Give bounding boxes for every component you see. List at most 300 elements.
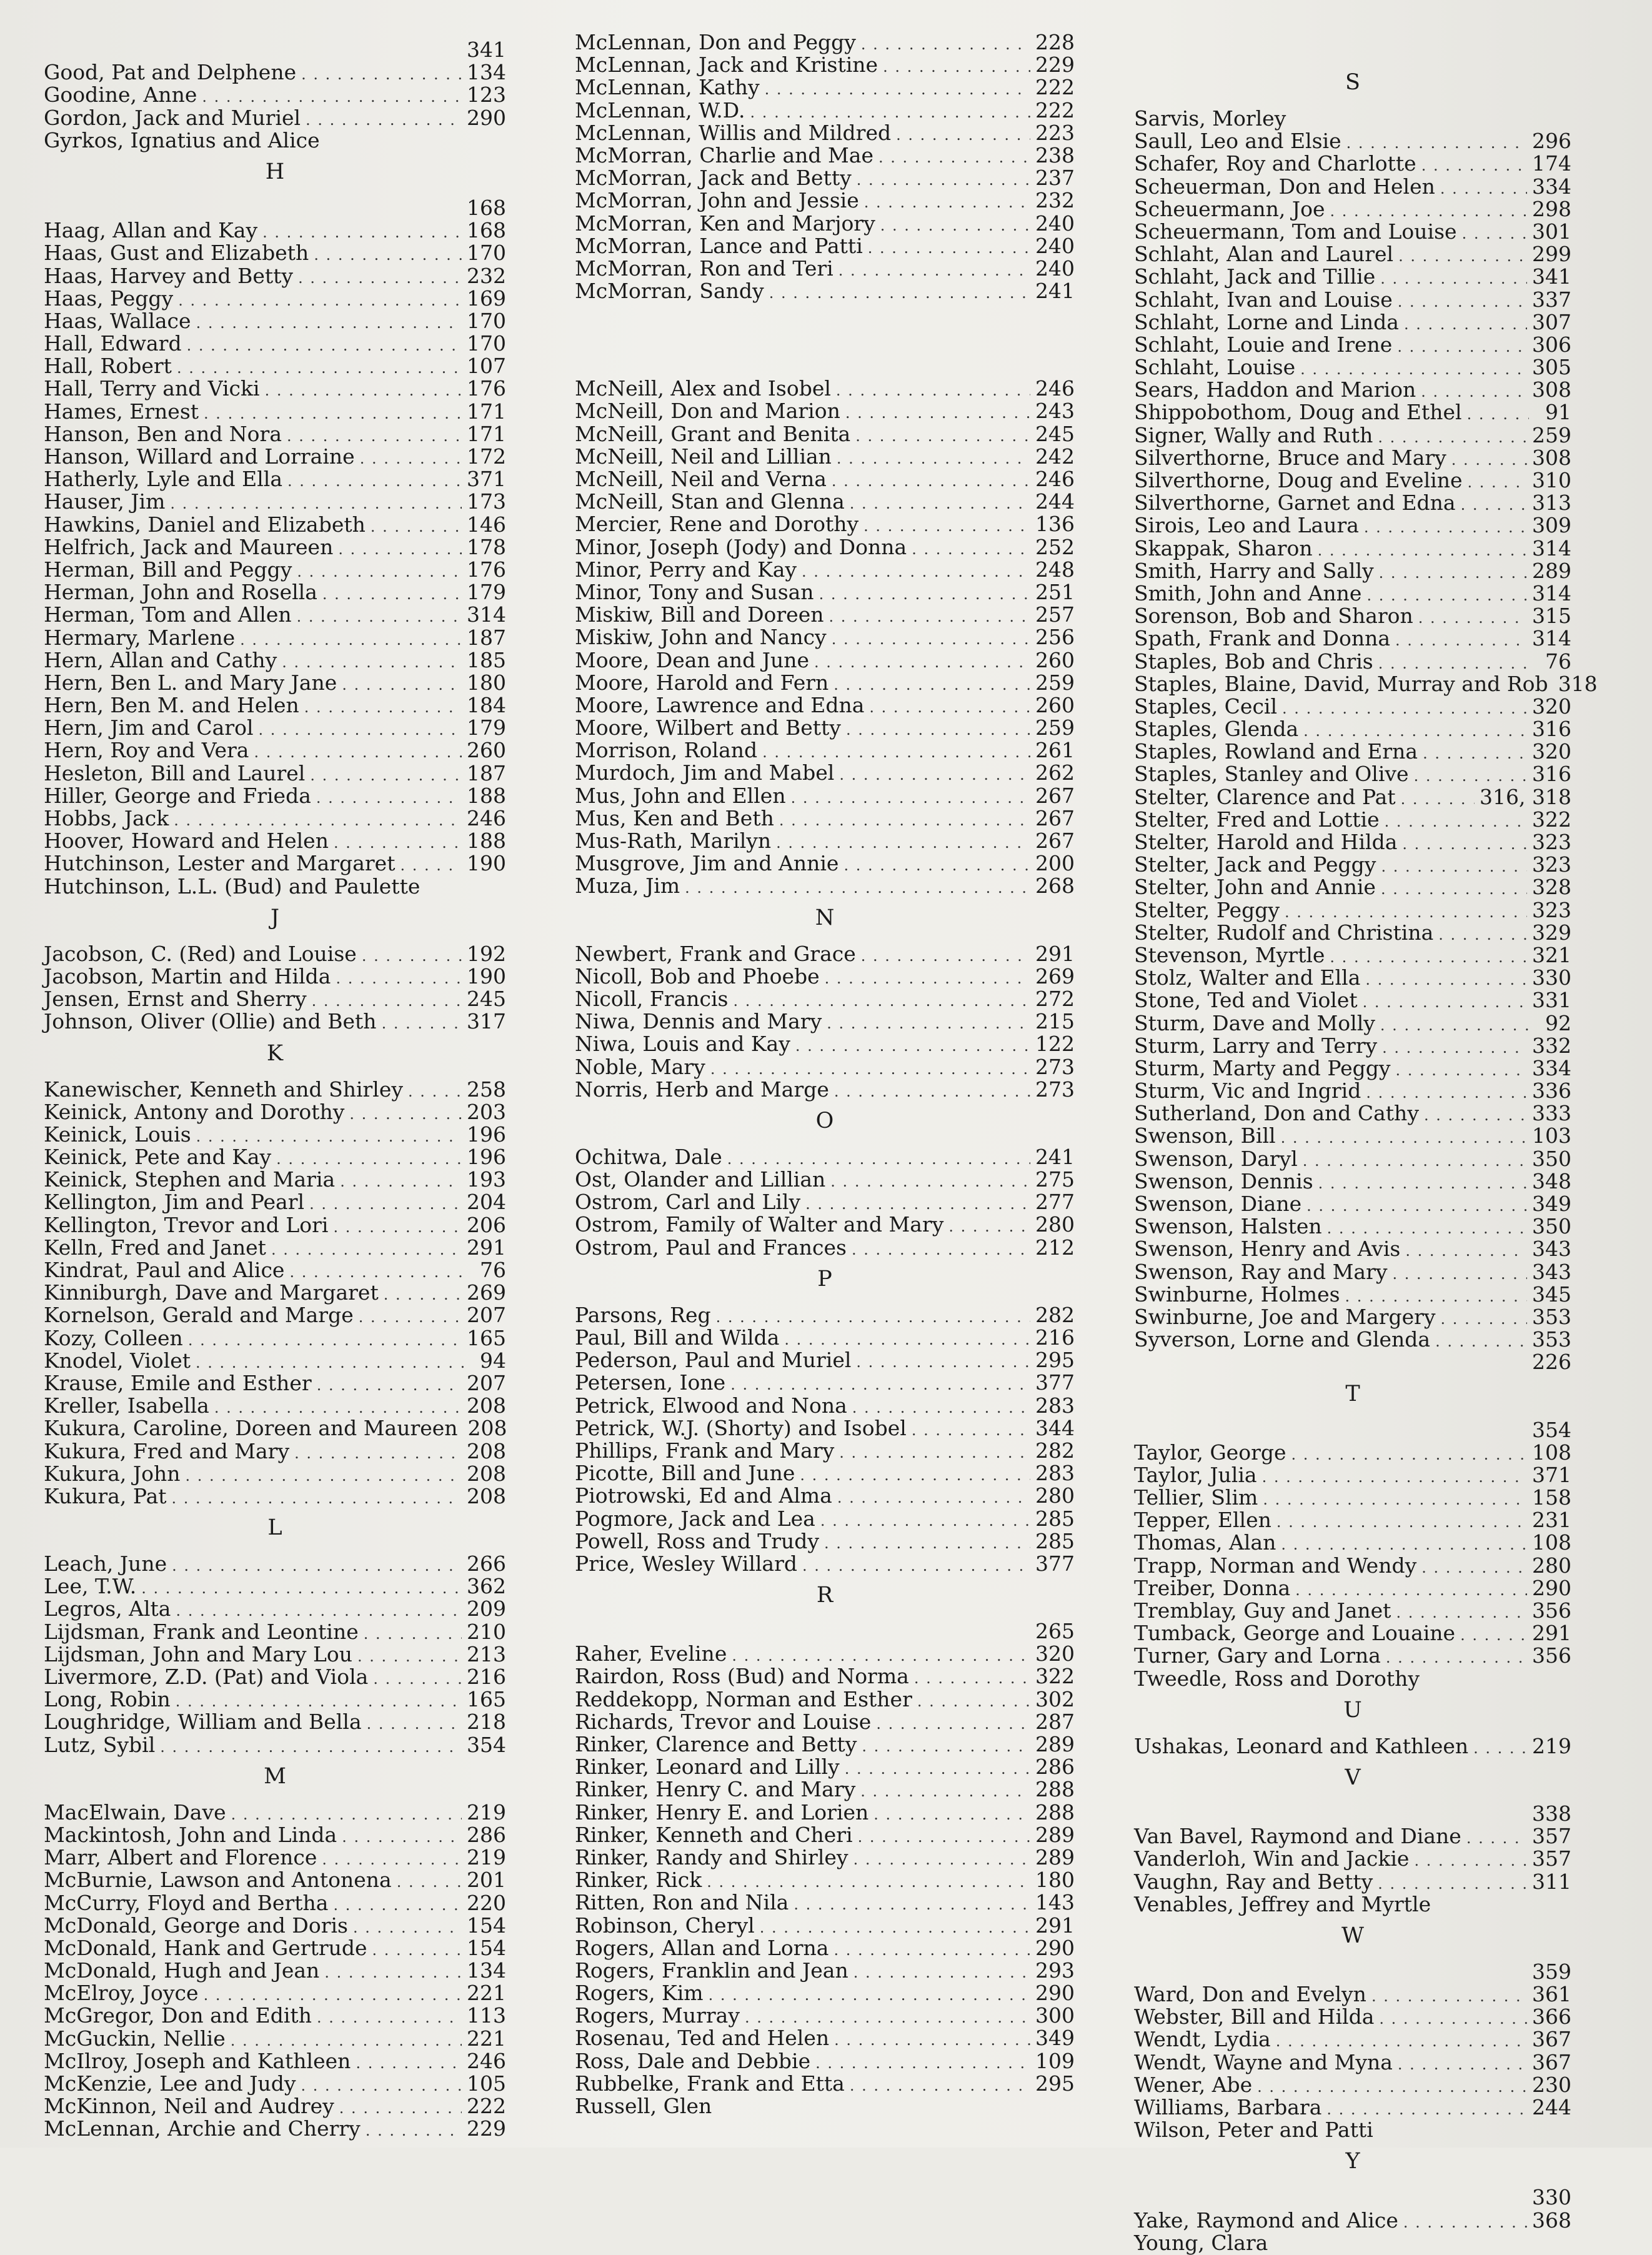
entry-name: Silverthorne, Bruce and Mary xyxy=(1134,445,1446,470)
index-entry xyxy=(1134,1893,1571,1916)
entry-page-number: 344 xyxy=(1035,1415,1075,1440)
entry-page-number: 336 xyxy=(1532,1078,1571,1103)
entry-page-number: 267 xyxy=(1035,829,1075,853)
index-entry xyxy=(1134,763,1571,785)
entry-name: Tremblay, Guy and Janet xyxy=(1134,1598,1391,1623)
entry-page-number: 209 xyxy=(467,1596,506,1621)
entry-name: Swenson, Daryl xyxy=(1134,1146,1298,1171)
entry-page-number: 134 xyxy=(467,1958,506,1983)
entry-page-number: 321 xyxy=(1532,942,1571,967)
entry-page-number: 232 xyxy=(467,263,506,288)
index-entry xyxy=(575,1304,1075,1327)
entry-page-number: 290 xyxy=(1035,1981,1075,2006)
entry-name: Hanson, Willard and Lorraine xyxy=(44,444,355,469)
index-entry xyxy=(1134,198,1571,221)
index-entry xyxy=(575,1191,1075,1213)
dot-leader xyxy=(820,1510,1030,1532)
entry-page-number: 295 xyxy=(1035,2071,1075,2096)
index-entry xyxy=(1134,176,1571,198)
entry-page-number: 216 xyxy=(1035,1325,1075,1350)
dot-leader xyxy=(1440,177,1527,200)
entry-page-number: 354 xyxy=(1532,1417,1571,1442)
entry-page-number: 367 xyxy=(1532,2049,1571,2074)
entry-page-number: 154 xyxy=(467,1935,506,1960)
entry-page-number: 223 xyxy=(1035,120,1075,145)
dot-leader xyxy=(861,33,1030,56)
entry-page-number: 308 xyxy=(1532,377,1571,402)
dot-leader xyxy=(1451,449,1527,471)
dot-leader xyxy=(336,967,462,990)
index-section xyxy=(575,1267,1075,1575)
entry-page-number: 179 xyxy=(467,580,506,605)
entry-page-number: 220 xyxy=(467,1890,506,1915)
entry-name: Hall, Terry and Vicki xyxy=(44,376,260,401)
index-entry xyxy=(575,1010,1075,1033)
entry-name: Hall, Edward xyxy=(44,331,182,356)
index-section xyxy=(1134,1698,1571,1758)
index-entry xyxy=(44,468,506,490)
entry-page-number: 266 xyxy=(467,1551,506,1576)
index-entry xyxy=(1134,740,1571,763)
entry-page-number: 76 xyxy=(1545,649,1571,674)
index-entry xyxy=(575,54,1075,76)
index-entry xyxy=(44,84,506,106)
entry-name: McKenzie, Lee and Judy xyxy=(44,2071,296,2096)
index-entry xyxy=(1134,560,1571,582)
index-entry xyxy=(44,739,506,762)
index-entry xyxy=(575,830,1075,852)
entry-name: McLennan, Jack and Kristine xyxy=(575,52,878,77)
entry-name: Tepper, Ellen xyxy=(1134,1508,1271,1533)
entry-page-number: 290 xyxy=(1035,1935,1075,1960)
index-entry xyxy=(1134,1035,1571,1057)
index-entry xyxy=(44,1010,506,1033)
entry-name: Van Bavel, Raymond and Diane xyxy=(1134,1824,1461,1849)
section-letter-heading: N xyxy=(815,905,835,930)
dot-leader xyxy=(843,854,1030,877)
index-entry xyxy=(1134,356,1571,379)
dot-leader xyxy=(1318,1172,1527,1195)
dot-leader xyxy=(314,244,462,266)
entry-name: Rinker, Henry E. and Lorien xyxy=(575,1800,869,1824)
dot-leader xyxy=(1441,1308,1527,1330)
entry-page-number: 368 xyxy=(1532,2208,1571,2233)
index-entry xyxy=(44,1914,506,1937)
dot-leader xyxy=(846,719,1030,741)
entry-page-number: 185 xyxy=(467,647,506,672)
index-entry xyxy=(44,1892,506,1914)
entry-name: Schafer, Roy and Charlotte xyxy=(1134,151,1416,176)
index-entry xyxy=(575,2095,1075,2118)
entry-name: Ostrom, Carl and Lily xyxy=(575,1190,801,1215)
dot-leader xyxy=(839,1441,1030,1464)
entry-name: Miskiw, Bill and Doreen xyxy=(575,602,824,627)
dot-leader xyxy=(1291,1443,1527,1466)
index-entry xyxy=(1134,1306,1571,1328)
index-entry xyxy=(575,604,1075,626)
entry-name: Herman, Bill and Peggy xyxy=(44,557,292,582)
entry-name: MacElwain, Dave xyxy=(44,1800,226,1824)
entry-name: Rogers, Allan and Lorna xyxy=(575,1935,829,1960)
dot-leader xyxy=(384,1283,462,1306)
entry-name: Picotte, Bill and June xyxy=(575,1461,795,1486)
entry-name: Hermary, Marlene xyxy=(44,625,236,650)
entry-page-number: 203 xyxy=(467,1099,506,1124)
entry-page-number: 184 xyxy=(467,693,506,718)
entry-name: Swinburne, Holmes xyxy=(1134,1282,1340,1307)
dot-leader xyxy=(685,877,1030,899)
dot-leader xyxy=(1467,403,1529,426)
entry-name: Swenson, Bill xyxy=(1134,1123,1276,1148)
entry-page-number: 289 xyxy=(1035,1732,1075,1756)
dot-leader xyxy=(316,787,462,809)
dot-leader xyxy=(917,1690,1030,1713)
entry-name: Silverthorne, Doug and Eveline xyxy=(1134,468,1463,492)
dot-leader xyxy=(860,1780,1030,1803)
index-entry xyxy=(575,1824,1075,1846)
entry-page-number: 259 xyxy=(1035,715,1075,740)
entry-name: Stelter, Harold and Hilda xyxy=(1134,830,1398,854)
dot-leader xyxy=(310,764,462,787)
index-entry xyxy=(44,2004,506,2027)
entry-name: Rinker, Randy and Shirley xyxy=(575,1844,848,1869)
entry-page-number: 334 xyxy=(1532,1055,1571,1080)
index-entry xyxy=(44,604,506,626)
index-column-1 xyxy=(44,39,506,2141)
index-entry xyxy=(1134,695,1571,718)
entry-page-number: 331 xyxy=(1532,988,1571,1013)
index-entry xyxy=(1134,514,1571,537)
entry-page-number: 357 xyxy=(1532,1824,1571,1849)
entry-name: Wilson, Peter and Patti xyxy=(1134,2118,1373,2143)
dot-leader xyxy=(373,1668,462,1690)
index-entry xyxy=(575,122,1075,144)
entry-name: Hawkins, Daniel and Elizabeth xyxy=(44,512,366,537)
entry-page-number: 289 xyxy=(1532,558,1571,583)
entry-name: Jensen, Ernst and Sherry xyxy=(44,987,307,1012)
dot-leader xyxy=(1281,1127,1527,1149)
dot-leader xyxy=(833,1939,1030,1961)
index-entry xyxy=(1134,1170,1571,1193)
entry-page-number: 261 xyxy=(1035,738,1075,763)
index-entry xyxy=(44,1688,506,1711)
entry-page-number: 288 xyxy=(1035,1800,1075,1824)
entry-page-number: 109 xyxy=(1035,2048,1075,2073)
entry-name: Kukura, Pat xyxy=(44,1483,167,1508)
entry-name: Stelter, Fred and Lottie xyxy=(1134,807,1380,832)
entry-page-number: 168 xyxy=(467,218,506,243)
entry-name: Kanewischer, Kenneth and Shirley xyxy=(44,1077,404,1102)
entry-name: McMorran, Jack and Betty xyxy=(575,166,852,191)
entry-page-number: 188 xyxy=(467,829,506,854)
index-entry xyxy=(575,1485,1075,1507)
entry-name: Hiller, George and Frieda xyxy=(44,783,311,808)
entry-page-number: 210 xyxy=(467,1619,506,1644)
entry-page-number: 305 xyxy=(1532,355,1571,380)
entry-name: Pogmore, Jack and Lea xyxy=(575,1506,815,1531)
dot-leader xyxy=(333,1216,462,1238)
index-entry xyxy=(1134,1057,1571,1080)
entry-page-number: 291 xyxy=(1035,1913,1075,1938)
index-entry xyxy=(575,807,1075,830)
entry-page-number: 158 xyxy=(1532,1485,1571,1510)
entry-page-number: 371 xyxy=(467,467,506,492)
entry-page-number: 322 xyxy=(1532,807,1571,832)
entry-page-number: 143 xyxy=(1035,1890,1075,1915)
index-entry xyxy=(575,144,1075,167)
index-entry xyxy=(1134,1803,1571,1825)
entry-page-number: 323 xyxy=(1532,897,1571,922)
entry-name: Sarvis, Morley xyxy=(1134,106,1286,131)
entry-name: Stelter, Jack and Peggy xyxy=(1134,852,1376,877)
entry-name: Legros, Alta xyxy=(44,1596,171,1621)
entry-page-number: 280 xyxy=(1035,1483,1075,1508)
index-entry xyxy=(44,830,506,852)
index-entry xyxy=(575,280,1075,302)
index-entry xyxy=(1134,379,1571,401)
entry-page-number: 291 xyxy=(1035,941,1075,966)
index-section xyxy=(1134,70,1598,1375)
index-entry xyxy=(44,1123,506,1146)
entry-page-number: 299 xyxy=(1532,242,1571,267)
dot-leader xyxy=(187,334,462,357)
entry-page-number: 367 xyxy=(1532,2027,1571,2052)
index-entry xyxy=(1134,1735,1571,1758)
entry-page-number: 251 xyxy=(1035,579,1075,604)
dot-leader xyxy=(829,605,1031,628)
entry-page-number: 230 xyxy=(1532,2072,1571,2097)
dot-leader xyxy=(1460,1624,1527,1646)
entry-name: McMorran, Ken and Marjory xyxy=(575,211,875,236)
section-gap xyxy=(575,302,1075,377)
entry-name: Hern, Ben M. and Helen xyxy=(44,693,299,718)
entry-page-number: 316 xyxy=(1532,762,1571,787)
entry-page-number: 377 xyxy=(1035,1370,1075,1395)
index-section xyxy=(44,1764,506,2141)
entry-page-number: 92 xyxy=(1545,1010,1571,1035)
dot-leader xyxy=(382,1012,462,1035)
entry-page-number: 316 xyxy=(1532,717,1571,742)
entry-name: Gyrkos, Ignatius and Alice xyxy=(44,127,320,152)
index-entry xyxy=(44,287,506,310)
dot-leader xyxy=(853,1961,1030,1984)
dot-leader xyxy=(832,470,1030,492)
entry-name: Niwa, Louis and Kay xyxy=(575,1032,790,1057)
index-entry xyxy=(575,1417,1075,1440)
index-entry xyxy=(575,1033,1075,1055)
dot-leader xyxy=(1276,1511,1527,1533)
entry-name: Raher, Eveline xyxy=(575,1641,727,1666)
dot-leader xyxy=(287,470,462,492)
entry-page-number: 187 xyxy=(467,625,506,650)
index-entry xyxy=(1134,1080,1571,1102)
index-entry xyxy=(44,1734,506,1756)
dot-leader xyxy=(360,447,462,470)
index-entry xyxy=(575,1395,1075,1417)
entry-page-number: 123 xyxy=(467,82,506,107)
index-entry xyxy=(44,1485,506,1508)
entry-name: McDonald, Hank and Gertrude xyxy=(44,1935,367,1960)
dot-leader xyxy=(795,1035,1030,1057)
index-entry xyxy=(44,1463,506,1485)
dot-leader xyxy=(1424,1104,1527,1127)
dot-leader xyxy=(1462,222,1527,245)
entry-name: Trapp, Norman and Wendy xyxy=(1134,1553,1417,1578)
entry-name: Hutchinson, Lester and Margaret xyxy=(44,851,396,876)
index-entry xyxy=(44,1575,506,1598)
dot-leader xyxy=(357,1645,462,1668)
entry-page-number: 238 xyxy=(1035,142,1075,167)
index-entry xyxy=(44,401,506,423)
entry-name: Kelln, Fred and Janet xyxy=(44,1235,266,1260)
entry-page-number: 287 xyxy=(1035,1709,1075,1734)
entry-page-number: 320 xyxy=(1532,694,1571,719)
index-entry xyxy=(44,1168,506,1191)
entry-page-number: 267 xyxy=(1035,805,1075,830)
dot-leader xyxy=(196,312,462,334)
entry-name: Hern, Jim and Carol xyxy=(44,715,254,740)
dot-leader xyxy=(304,696,462,719)
index-entry xyxy=(1134,2186,1571,2209)
index-entry xyxy=(44,2118,506,2140)
entry-page-number: 356 xyxy=(1532,1598,1571,1623)
index-entry xyxy=(575,212,1075,235)
entry-name: Saull, Leo and Elsie xyxy=(1134,129,1341,154)
entry-name: Mus, John and Ellen xyxy=(575,783,786,808)
entry-page-number: 246 xyxy=(1035,376,1075,401)
entry-name: Scheuermann, Tom and Louise xyxy=(1134,219,1457,244)
index-entry xyxy=(575,559,1075,581)
index-entry xyxy=(575,1869,1075,1891)
index-entry xyxy=(1134,266,1571,288)
index-entry xyxy=(44,1395,506,1417)
index-entry xyxy=(1134,130,1571,152)
index-entry xyxy=(575,1237,1075,1259)
entry-page-number: 226 xyxy=(1532,1350,1571,1375)
entry-name: Ross, Dale and Debbie xyxy=(575,2048,811,2073)
entry-page-number: 349 xyxy=(1532,1192,1571,1216)
entry-page-number: 318 xyxy=(1558,671,1598,696)
entry-name: McMorran, Sandy xyxy=(575,279,764,304)
index-section xyxy=(44,159,506,898)
entry-page-number: 290 xyxy=(1532,1575,1571,1600)
entry-name: McLennan, Archie and Cherry xyxy=(44,2116,361,2141)
dot-leader xyxy=(834,2029,1030,2051)
entry-name: Ward, Don and Evelyn xyxy=(1134,1982,1366,2007)
entry-name: McNeill, Don and Marion xyxy=(575,399,840,424)
entry-page-number: 108 xyxy=(1532,1440,1571,1465)
index-entry xyxy=(575,988,1075,1010)
index-entry xyxy=(575,1914,1075,1937)
entry-page-number: 350 xyxy=(1532,1214,1571,1239)
entry-name: Robinson, Cheryl xyxy=(575,1913,755,1938)
index-entry xyxy=(44,1350,506,1372)
index-entry xyxy=(575,446,1075,468)
index-entry xyxy=(1134,1464,1571,1486)
entry-name: Swenson, Ray and Mary xyxy=(1134,1259,1388,1284)
entry-name: Staples, Stanley and Olive xyxy=(1134,762,1409,787)
index-entry xyxy=(575,1440,1075,1462)
entry-name: Schlaht, Lorne and Linda xyxy=(1134,309,1399,334)
entry-name: Stevenson, Myrtle xyxy=(1134,942,1325,967)
dot-leader xyxy=(791,787,1030,809)
dot-leader xyxy=(824,1532,1030,1555)
entry-page-number: 285 xyxy=(1035,1506,1075,1531)
section-letter-heading: U xyxy=(1343,1697,1362,1723)
entry-page-number: 172 xyxy=(467,444,506,469)
index-entry xyxy=(44,2028,506,2050)
index-entry xyxy=(1134,1261,1571,1283)
dot-leader xyxy=(333,1894,462,1916)
dot-leader xyxy=(878,146,1030,169)
entry-name: Mus, Ken and Beth xyxy=(575,805,774,830)
index-section xyxy=(44,39,506,152)
dot-leader xyxy=(322,583,462,605)
entry-page-number: 277 xyxy=(1035,1190,1075,1215)
index-entry xyxy=(1134,152,1571,175)
index-entry xyxy=(1134,1148,1571,1170)
index-entry xyxy=(44,39,506,61)
entry-page-number: 259 xyxy=(1035,670,1075,695)
entry-name: Swenson, Halsten xyxy=(1134,1214,1322,1239)
entry-name: Scheuermann, Joe xyxy=(1134,196,1325,221)
entry-page-number: 206 xyxy=(467,1212,506,1237)
index-entry xyxy=(44,672,506,694)
section-letter-heading: W xyxy=(1341,1923,1364,1948)
index-entry xyxy=(44,1982,506,2004)
entry-name: Krause, Emile and Esther xyxy=(44,1370,312,1395)
entry-page-number: 244 xyxy=(1532,2095,1571,2119)
index-entry xyxy=(1134,899,1571,922)
index-entry xyxy=(1134,1328,1571,1351)
dot-leader xyxy=(827,1012,1030,1035)
entry-name: Staples, Cecil xyxy=(1134,694,1278,719)
index-entry xyxy=(44,943,506,965)
entry-name: Ushakas, Leonard and Kathleen xyxy=(1134,1733,1469,1758)
index-entry xyxy=(44,265,506,287)
dot-leader xyxy=(794,1893,1030,1916)
entry-name: Vaughn, Ray and Betty xyxy=(1134,1869,1373,1894)
index-entry xyxy=(44,559,506,581)
entry-name: McNeill, Stan and Glenna xyxy=(575,489,845,514)
index-entry xyxy=(575,2050,1075,2073)
entry-name: Petrick, W.J. (Shorty) and Isobel xyxy=(575,1415,907,1440)
entry-name: Stelter, John and Annie xyxy=(1134,875,1376,900)
entry-page-number: 221 xyxy=(467,1981,506,2006)
entry-page-number: 196 xyxy=(467,1122,506,1147)
index-entry xyxy=(1134,447,1571,469)
index-entry xyxy=(1134,1012,1571,1035)
index-section xyxy=(575,1108,1075,1259)
dot-leader xyxy=(857,169,1030,191)
entry-page-number: 275 xyxy=(1035,1167,1075,1192)
entry-page-number: 201 xyxy=(467,1868,506,1893)
dot-leader xyxy=(814,651,1030,674)
entry-name: Venables, Jeffrey and Myrtle xyxy=(1134,1891,1431,1916)
entry-name: Murdoch, Jim and Mabel xyxy=(575,760,835,785)
index-entry xyxy=(575,400,1075,422)
dot-leader xyxy=(1466,1827,1527,1849)
entry-page-number: 208 xyxy=(467,1416,507,1441)
index-entry xyxy=(44,1869,506,1891)
entry-name: Hanson, Ben and Nora xyxy=(44,421,282,446)
index-entry xyxy=(1134,1645,1571,1667)
entry-page-number: 296 xyxy=(1532,129,1571,154)
dot-leader xyxy=(298,267,462,289)
index-entry xyxy=(44,1191,506,1213)
entry-name: Signer, Wally and Ruth xyxy=(1134,422,1373,447)
entry-name: Scheuerman, Don and Helen xyxy=(1134,174,1435,199)
